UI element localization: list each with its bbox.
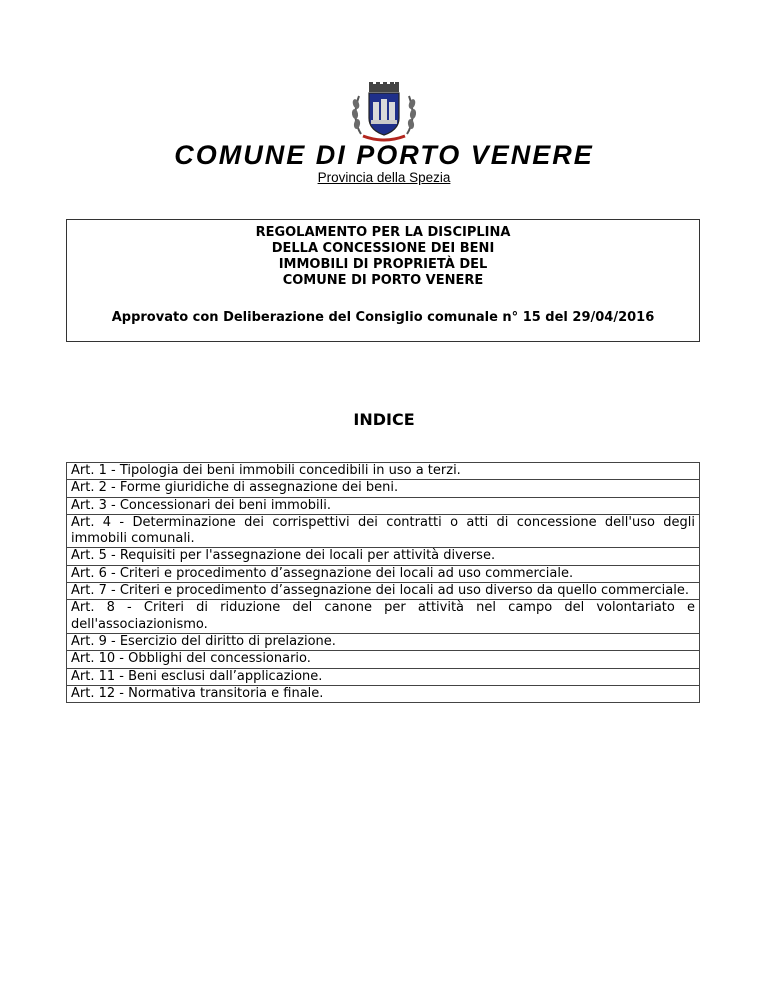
regolamento-title-line: REGOLAMENTO PER LA DISCIPLINA (255, 225, 511, 240)
indice-item: Art. 4 - Determinazione dei corrispettivi dei contratti o atti di concessione dell'uso degli immobili comunali. (67, 514, 700, 548)
indice-item: Art. 3 - Concessionari dei beni immobili. (67, 497, 700, 514)
table-row (67, 548, 700, 565)
table-row (67, 463, 700, 480)
table-row (67, 514, 700, 548)
table-row (67, 497, 700, 514)
indice-item: Art. 5 - Requisiti per l'assegnazione dei locali per attività diverse. (67, 548, 700, 565)
indice-table (66, 462, 700, 703)
regolamento-title-line: COMUNE DI PORTO VENERE (282, 273, 484, 288)
table-row (67, 480, 700, 497)
indice-item: Art. 1 - Tipologia dei beni immobili concedibili in uso a terzi. (67, 463, 700, 480)
indice-item: Art. 6 - Criteri e procedimento d’assegnazione dei locali ad uso commerciale. (67, 565, 700, 582)
comune-title: COMUNE DI PORTO VENERE (174, 140, 594, 170)
regolamento-title-line: DELLA CONCESSIONE DEI BENI (271, 241, 495, 256)
indice-item: Art. 11 - Beni esclusi dall’applicazione. (67, 668, 700, 685)
provincia-subtitle: Provincia della Spezia (317, 170, 451, 185)
table-row (67, 583, 700, 600)
regolamento-title-line: IMMOBILI DI PROPRIETÀ DEL (278, 257, 488, 272)
table-row (67, 685, 700, 702)
indice-heading: INDICE (353, 410, 415, 429)
indice-item: Art. 8 - Criteri di riduzione del canone per attività nel campo del volontariato e dell'associazionismo. (67, 600, 700, 634)
regolamento-box (66, 219, 700, 342)
regolamento-title (67, 225, 699, 289)
indice-item: Art. 12 - Normativa transitoria e finale. (67, 685, 700, 702)
coat-of-arms-icon (347, 82, 421, 142)
indice-item: Art. 7 - Criteri e procedimento d’assegnazione dei locali ad uso diverso da quello commerciale. (67, 583, 700, 600)
indice-item: Art. 10 - Obblighi del concessionario. (67, 651, 700, 668)
table-row (67, 600, 700, 634)
indice-item: Art. 9 - Esercizio del diritto di prelazione. (67, 633, 700, 650)
table-row (67, 668, 700, 685)
table-row (67, 633, 700, 650)
approval-note: Approvato con Deliberazione del Consiglio comunale n° 15 del 29/04/2016 (111, 310, 655, 325)
indice-item: Art. 2 - Forme giuridiche di assegnazione dei beni. (67, 480, 700, 497)
table-row (67, 565, 700, 582)
table-row (67, 651, 700, 668)
